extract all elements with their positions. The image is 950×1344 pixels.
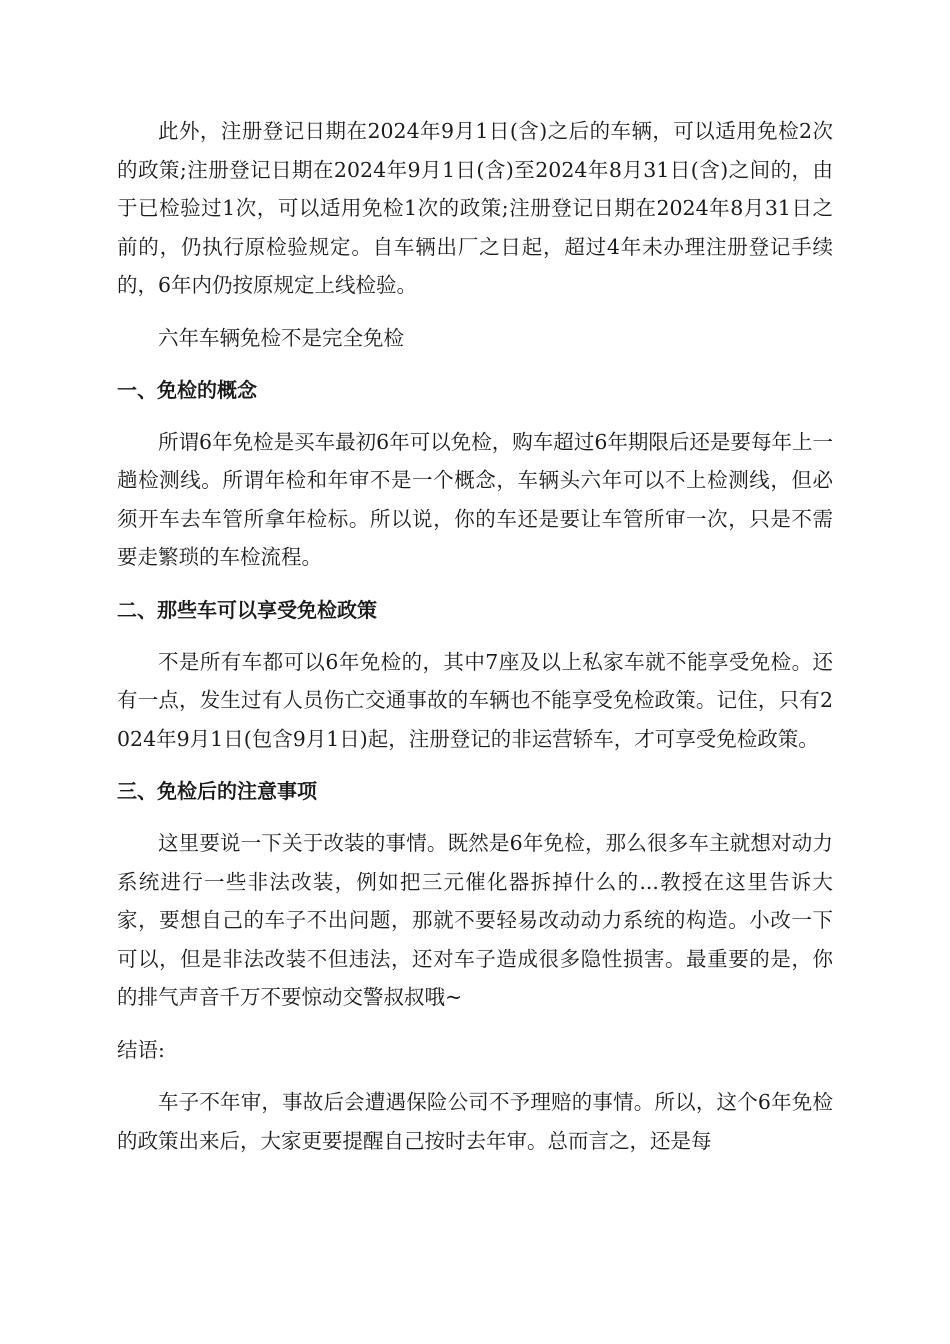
section3-heading: 三、免检后的注意事项 <box>117 779 317 803</box>
section1-heading: 一、免检的概念 <box>117 377 257 402</box>
section3-paragraph: 这里要说一下关于改装的事情。既然是6年免检，那么很多车主就想对动力系统进行一些非法改装，例如把三元催化器拆掉什么的...教授在这里告诉大家，要想自己的车子不出问题，那就不要轻易改动动力系统的构造。小改一下可以，但是非法改装不但违法，还对车子造成很多隐性损害。最重要的是，你的排气声音千万不要惊动交警叔叔哦~ <box>117 831 833 1009</box>
section-subtitle: 六年车辆免检不是完全免检 <box>158 325 404 350</box>
document-page <box>117 112 833 1174</box>
section2-heading: 二、那些车可以享受免检政策 <box>117 597 377 622</box>
section2-paragraph: 不是所有车都可以6年免检的，其中7座及以上私家车就不能享受免检。还有一点，发生过有人员伤亡交通事故的车辆也不能享受免检政策。记住，只有2024年9月1日(包含9月1日)起，注册登记的非运营轿车，才可享受免检政策。 <box>117 649 833 751</box>
intro-paragraph: 此外，注册登记日期在2024年9月1日(含)之后的车辆，可以适用免检2次的政策;注册登记日期在2024年9月1日(含)至2024年8月31日(含)之间的，由于已检验过1次，可以适用免检1次的政策;注册登记日期在2024年8月31日之前的，仍执行原检验规定。自车辆出厂之日起，超过4年未办理注册登记手续的，6年内仍按原规定上线检验。 <box>117 119 833 297</box>
section1-paragraph: 所谓6年免检是买车最初6年可以免检，购车超过6年期限后还是要每年上一趟检测线。所谓年检和年审不是一个概念，车辆头六年可以不上检测线，但必须开车去车管所拿年检标。所以说，你的车还是要让车管所审一次，只是不需要走繁琐的车检流程。 <box>117 429 833 569</box>
conclusion-paragraph: 车子不年审，事故后会遭遇保险公司不予理赔的事情。所以，这个6年免检的政策出来后，大家更要提醒自己按时去年审。总而言之，还是每 <box>117 1090 833 1153</box>
conclusion-label: 结语: <box>117 1037 165 1062</box>
